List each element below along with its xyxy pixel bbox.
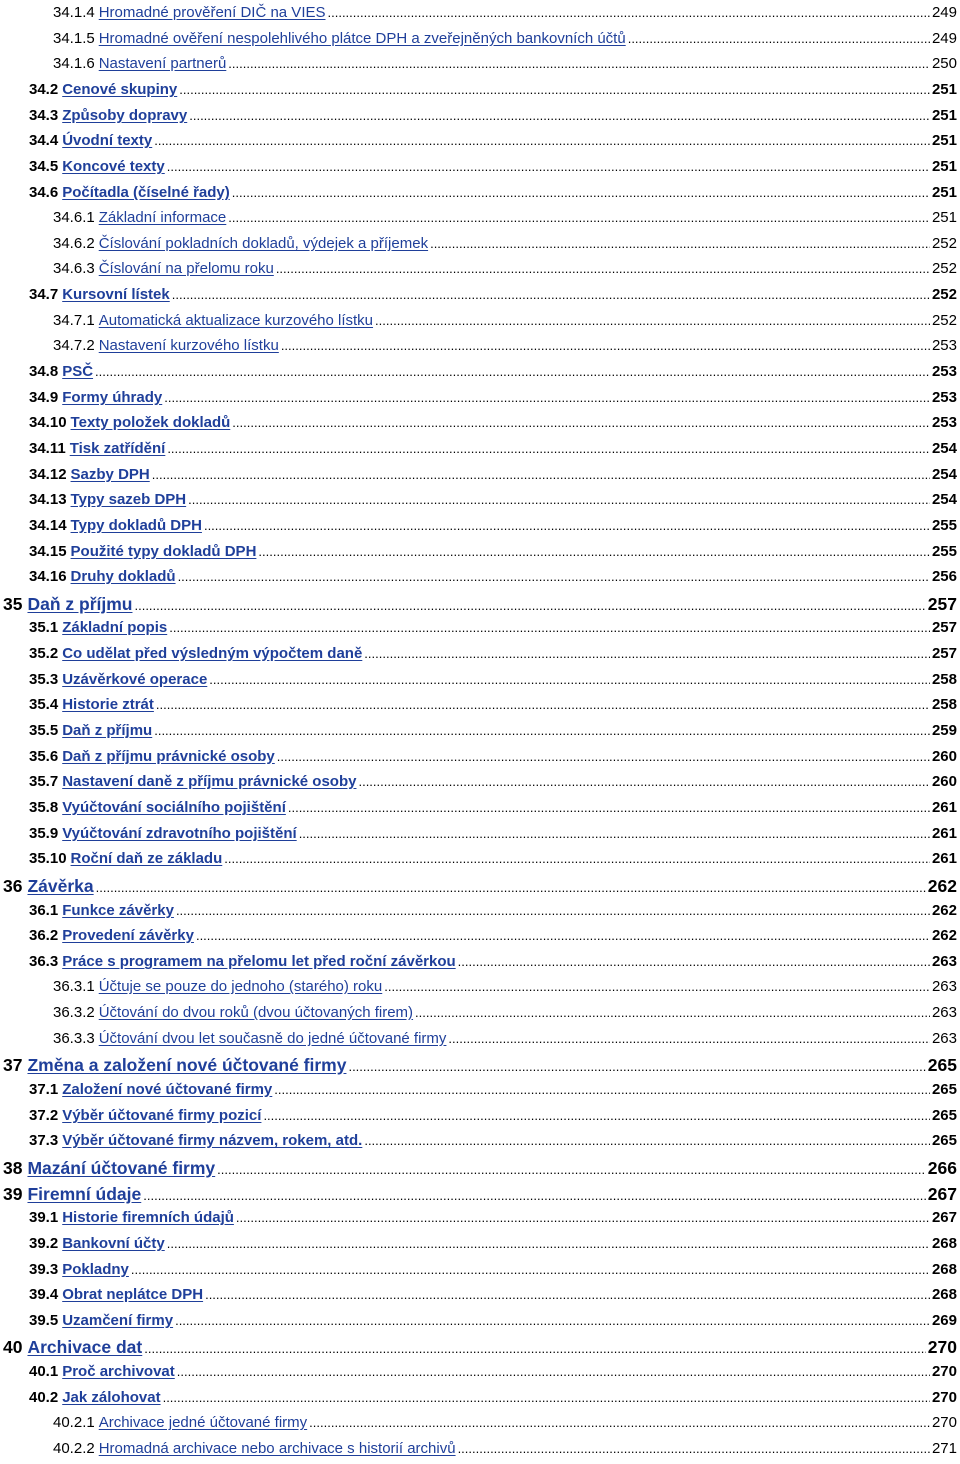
toc-entry-link[interactable]: Provedení závěrky xyxy=(62,927,194,944)
toc-dot-leader xyxy=(169,620,930,635)
toc-page-number: 257 xyxy=(927,594,957,614)
toc-entry-link[interactable]: Úvodní texty xyxy=(62,132,153,149)
toc-dot-leader xyxy=(628,31,930,46)
toc-page-number: 263 xyxy=(931,1030,957,1047)
toc-entry-number: 34.6.1 xyxy=(53,209,95,226)
toc-page-number: 260 xyxy=(931,748,957,765)
toc-entry-number: 34.1.4 xyxy=(53,4,95,21)
toc-entry-number: 34.12 xyxy=(29,466,67,483)
toc-page-number: 254 xyxy=(931,466,957,483)
toc-entry-link[interactable]: Texty položek dokladů xyxy=(70,414,231,431)
toc-page-number: 251 xyxy=(931,184,957,201)
toc-entry-number: 34.8 xyxy=(29,363,59,380)
toc-dot-leader xyxy=(448,1031,930,1046)
toc-entry-number: 34.2 xyxy=(29,81,59,98)
toc-entry-number: 34.9 xyxy=(29,389,59,406)
toc-dot-leader xyxy=(205,1287,930,1302)
toc-entry-number: 34.11 xyxy=(29,440,66,457)
toc-entry[interactable] xyxy=(3,1158,957,1179)
toc-page-number: 252 xyxy=(931,312,957,329)
toc-entry[interactable] xyxy=(29,1132,957,1149)
toc-page-number: 253 xyxy=(931,389,957,406)
toc-entry-number: 35.2 xyxy=(29,645,59,662)
toc-entry[interactable] xyxy=(53,4,957,21)
toc-entry-link[interactable]: Bankovní účty xyxy=(62,1235,165,1252)
toc-entry-link[interactable]: Historie ztrát xyxy=(62,696,154,713)
toc-entry[interactable] xyxy=(29,1363,957,1380)
toc-dot-leader xyxy=(172,287,930,302)
toc-page-number: 249 xyxy=(931,4,957,21)
toc-dot-leader xyxy=(276,261,930,276)
toc-entry[interactable] xyxy=(29,773,957,790)
toc-dot-leader xyxy=(178,569,930,584)
toc-entry[interactable] xyxy=(53,337,957,354)
toc-entry-link[interactable]: Roční daň ze základu xyxy=(70,850,223,867)
toc-page-number: 258 xyxy=(931,671,957,688)
toc-entry[interactable] xyxy=(29,825,957,842)
toc-page-number: 267 xyxy=(927,1184,957,1204)
toc-dot-leader xyxy=(364,646,930,661)
toc-entry[interactable] xyxy=(29,1107,957,1124)
toc-entry-link[interactable]: Automatická aktualizace kurzového lístku xyxy=(98,312,374,329)
toc-entry-number: 35.9 xyxy=(29,825,59,842)
toc-page-number: 263 xyxy=(931,1004,957,1021)
toc-page-number: 254 xyxy=(931,491,957,508)
toc-page-number: 258 xyxy=(931,696,957,713)
toc-entry-number: 40.2 xyxy=(29,1389,59,1406)
toc-entry[interactable] xyxy=(29,1235,957,1252)
toc-entry-number: 40.2.2 xyxy=(53,1440,95,1457)
toc-entry-link[interactable]: Mazání účtované firmy xyxy=(27,1158,216,1178)
toc-page-number: 267 xyxy=(931,1209,957,1226)
toc-entry-number: 34.1.5 xyxy=(53,30,95,47)
toc-dot-leader xyxy=(152,467,930,482)
toc-entry-link[interactable]: Typy dokladů DPH xyxy=(70,517,202,534)
toc-entry[interactable] xyxy=(29,158,957,175)
toc-entry-number: 37.2 xyxy=(29,1107,59,1124)
toc-dot-leader xyxy=(209,672,930,687)
toc-dot-leader xyxy=(167,159,930,174)
toc-page-number: 261 xyxy=(931,825,957,842)
toc-page-number: 263 xyxy=(931,953,957,970)
toc-dot-leader xyxy=(96,880,926,895)
toc-entry-number: 34.1.6 xyxy=(53,55,95,72)
toc-entry-number: 35.4 xyxy=(29,696,59,713)
toc-entry-number: 34.6 xyxy=(29,184,59,201)
toc-entry[interactable] xyxy=(53,30,957,47)
toc-entry-link[interactable]: Nastavení kurzového lístku xyxy=(98,337,279,354)
toc-entry-link[interactable]: Závěrka xyxy=(27,876,94,896)
toc-entry[interactable] xyxy=(29,902,957,919)
toc-entry[interactable] xyxy=(53,312,957,329)
toc-dot-leader xyxy=(131,1262,930,1277)
toc-entry-link[interactable]: Co udělat před výsledným výpočtem daně xyxy=(62,645,363,662)
toc-entry-number: 34.7.1 xyxy=(53,312,95,329)
toc-entry-number: 36 xyxy=(3,876,23,896)
toc-dot-leader xyxy=(277,749,930,764)
toc-entry-link[interactable]: Historie firemních údajů xyxy=(62,1209,234,1226)
toc-entry[interactable] xyxy=(29,1209,957,1226)
toc-dot-leader xyxy=(384,979,930,994)
toc-entry-number: 40 xyxy=(3,1337,23,1357)
toc-entry[interactable] xyxy=(53,1030,957,1047)
toc-entry-number: 39.3 xyxy=(29,1261,59,1278)
toc-page-number: 250 xyxy=(931,55,957,72)
toc-entry-link[interactable]: Vyúčtování zdravotního pojištění xyxy=(62,825,297,842)
toc-dot-leader xyxy=(177,1364,930,1379)
toc-entry-link[interactable]: Nastavení daně z příjmu právnické osoby xyxy=(62,773,357,790)
toc-dot-leader xyxy=(144,1341,926,1356)
toc-entry[interactable] xyxy=(29,1261,957,1278)
toc-page-number: 265 xyxy=(931,1107,957,1124)
toc-entry-link[interactable]: Hromadná archivace nebo archivace s historií archivů xyxy=(98,1440,456,1457)
toc-entry[interactable] xyxy=(29,927,957,944)
toc-entry-number: 34.13 xyxy=(29,491,67,508)
toc-entry-link[interactable]: Číslování pokladních dokladů, výdejek a příjemek xyxy=(98,235,429,252)
toc-entry[interactable] xyxy=(53,55,957,72)
toc-entry[interactable] xyxy=(29,184,957,201)
toc-page-number: 261 xyxy=(931,850,957,867)
toc-entry-link[interactable]: Typy sazeb DPH xyxy=(70,491,187,508)
toc-entry-link[interactable]: Uzamčení firmy xyxy=(62,1312,174,1329)
toc-entry[interactable] xyxy=(29,696,957,713)
toc-entry-number: 34.6.3 xyxy=(53,260,95,277)
toc-page-number: 262 xyxy=(931,927,957,944)
toc-page-number: 259 xyxy=(931,722,957,739)
toc-page-number: 251 xyxy=(931,107,957,124)
toc-entry-link[interactable]: Tisk zatřídění xyxy=(69,440,166,457)
toc-page-number: 255 xyxy=(931,543,957,560)
toc-dot-leader xyxy=(189,108,930,123)
toc-entry[interactable] xyxy=(53,209,957,226)
toc-page-number: 252 xyxy=(931,286,957,303)
toc-page-number: 263 xyxy=(931,978,957,995)
toc-entry-number: 36.1 xyxy=(29,902,59,919)
toc-page-number: 268 xyxy=(931,1235,957,1252)
toc-entry[interactable] xyxy=(29,414,957,431)
toc-dot-leader xyxy=(364,1133,930,1148)
toc-dot-leader xyxy=(163,1390,930,1405)
toc-entry-link[interactable]: Druhy dokladů xyxy=(70,568,176,585)
toc-entry[interactable] xyxy=(3,876,957,897)
toc-entry-link[interactable]: Hromadné ověření nespolehlivého plátce DPH a zveřejněných bankovních účtů xyxy=(98,30,626,47)
toc-entry[interactable] xyxy=(29,363,957,380)
toc-entry-number: 34.7 xyxy=(29,286,59,303)
toc-entry[interactable] xyxy=(29,1312,957,1329)
toc-entry-number: 34.6.2 xyxy=(53,235,95,252)
toc-entry-number: 36.3.2 xyxy=(53,1004,95,1021)
toc-dot-leader xyxy=(415,1005,930,1020)
toc-dot-leader xyxy=(258,544,930,559)
toc-dot-leader xyxy=(274,1082,930,1097)
toc-entry-number: 35.7 xyxy=(29,773,59,790)
toc-entry-link[interactable]: Počítadla (číselné řady) xyxy=(62,184,230,201)
toc-dot-leader xyxy=(358,774,930,789)
toc-entry[interactable] xyxy=(3,1055,957,1076)
toc-dot-leader xyxy=(167,441,930,456)
toc-entry-number: 36.3.1 xyxy=(53,978,95,995)
toc-entry[interactable] xyxy=(29,568,957,585)
toc-entry-link[interactable]: Koncové texty xyxy=(62,158,165,175)
toc-entry-number: 39 xyxy=(3,1184,23,1204)
toc-dot-leader xyxy=(232,185,930,200)
toc-dot-leader xyxy=(134,598,925,613)
toc-dot-leader xyxy=(328,5,930,20)
toc-entry[interactable] xyxy=(29,286,957,303)
toc-entry-link[interactable]: Hromadné prověření DIČ na VIES xyxy=(98,4,326,21)
toc-entry-link[interactable]: Daň z příjmu právnické osoby xyxy=(62,748,275,765)
toc-entry-number: 35.6 xyxy=(29,748,59,765)
toc-page-number: 270 xyxy=(927,1337,957,1357)
toc-dot-leader xyxy=(430,236,930,251)
toc-entry[interactable] xyxy=(29,491,957,508)
toc-entry-link[interactable]: Funkce závěrky xyxy=(62,902,174,919)
toc-entry-number: 37.3 xyxy=(29,1132,59,1149)
toc-entry-number: 34.7.2 xyxy=(53,337,95,354)
toc-entry-link[interactable]: Proč archivovat xyxy=(62,1363,175,1380)
toc-entry[interactable] xyxy=(29,132,957,149)
toc-entry[interactable] xyxy=(53,260,957,277)
toc-dot-leader xyxy=(154,723,930,738)
toc-page-number: 257 xyxy=(931,619,957,636)
toc-entry[interactable] xyxy=(29,799,957,816)
toc-page-number: 262 xyxy=(931,902,957,919)
toc-entry-link[interactable]: Základní informace xyxy=(98,209,227,226)
toc-entry-link[interactable]: Výběr účtované firmy názvem, rokem, atd. xyxy=(62,1132,363,1149)
toc-dot-leader xyxy=(236,1210,930,1225)
toc-dot-leader xyxy=(188,492,930,507)
toc-entry-link[interactable]: Účtování do dvou roků (dvou účtovaných firem) xyxy=(98,1004,414,1021)
toc-page-number: 265 xyxy=(931,1081,957,1098)
toc-dot-leader xyxy=(204,518,930,533)
toc-page-number: 251 xyxy=(931,81,957,98)
toc-entry[interactable] xyxy=(29,619,957,636)
toc-dot-leader xyxy=(281,338,930,353)
toc-dot-leader xyxy=(196,928,930,943)
toc-entry[interactable] xyxy=(3,1184,957,1205)
toc-entry-link[interactable]: Jak zálohovat xyxy=(62,1389,161,1406)
toc-entry-link[interactable]: Číslování na přelomu roku xyxy=(98,260,274,277)
toc-dot-leader xyxy=(217,1162,926,1177)
toc-page-number: 268 xyxy=(931,1261,957,1278)
toc-entry-number: 35.8 xyxy=(29,799,59,816)
toc-page-number: 270 xyxy=(931,1414,957,1431)
toc-dot-leader xyxy=(228,210,930,225)
toc-page-number: 253 xyxy=(931,363,957,380)
toc-entry-number: 38 xyxy=(3,1158,23,1178)
toc-entry-number: 37.1 xyxy=(29,1081,59,1098)
toc-entry-number: 35 xyxy=(3,594,23,614)
toc-entry-link[interactable]: Kursovní lístek xyxy=(62,286,170,303)
toc-page-number: 262 xyxy=(927,876,957,896)
toc-page-number: 257 xyxy=(931,645,957,662)
toc-page-number: 266 xyxy=(927,1158,957,1178)
toc-dot-leader xyxy=(458,1441,930,1456)
toc-entry[interactable] xyxy=(29,671,957,688)
toc-page-number: 254 xyxy=(931,440,957,457)
toc-page-number: 261 xyxy=(931,799,957,816)
toc-entry[interactable] xyxy=(29,748,957,765)
toc-entry-link[interactable]: Změna a založení nové účtované firmy xyxy=(27,1055,347,1075)
toc-page-number: 256 xyxy=(931,568,957,585)
toc-entry[interactable] xyxy=(29,389,957,406)
toc-dot-leader xyxy=(179,82,930,97)
toc-entry-number: 39.1 xyxy=(29,1209,59,1226)
toc-entry-number: 39.2 xyxy=(29,1235,59,1252)
toc-entry[interactable] xyxy=(3,1337,957,1358)
toc-page-number: 270 xyxy=(931,1389,957,1406)
toc-page-number: 252 xyxy=(931,235,957,252)
toc-entry-link[interactable]: Práce s programem na přelomu let před roční závěrkou xyxy=(62,953,456,970)
toc-dot-leader xyxy=(176,903,930,918)
toc-entry-link[interactable]: Sazby DPH xyxy=(70,466,150,483)
toc-entry-number: 34.4 xyxy=(29,132,59,149)
toc-page-number: 270 xyxy=(931,1363,957,1380)
toc-page-number: 252 xyxy=(931,260,957,277)
toc-entry[interactable] xyxy=(29,645,957,662)
toc-entry[interactable] xyxy=(53,1004,957,1021)
toc-dot-leader xyxy=(375,313,930,328)
toc-dot-leader xyxy=(175,1313,930,1328)
toc-entry-link[interactable]: Daň z příjmu xyxy=(27,594,133,614)
toc-page-number: 271 xyxy=(931,1440,957,1457)
toc-page-number: 260 xyxy=(931,773,957,790)
toc-entry[interactable] xyxy=(29,722,957,739)
toc-entry-link[interactable]: Cenové skupiny xyxy=(62,81,178,98)
toc-dot-leader xyxy=(458,954,930,969)
toc-entry-number: 39.4 xyxy=(29,1286,59,1303)
toc-entry-link[interactable]: Uzávěrkové operace xyxy=(62,671,208,688)
toc-dot-leader xyxy=(154,133,930,148)
toc-page-number: 253 xyxy=(931,337,957,354)
toc-entry-number: 34.15 xyxy=(29,543,67,560)
toc-entry-link[interactable]: PSČ xyxy=(62,363,94,380)
toc-entry-link[interactable]: Formy úhrady xyxy=(62,389,163,406)
toc-entry-number: 36.3 xyxy=(29,953,59,970)
toc-page-number: 265 xyxy=(931,1132,957,1149)
toc-entry-number: 35.1 xyxy=(29,619,59,636)
toc-entry-number: 36.2 xyxy=(29,927,59,944)
toc-entry-number: 34.10 xyxy=(29,414,67,431)
toc-entry[interactable] xyxy=(53,978,957,995)
toc-entry-link[interactable]: Základní popis xyxy=(62,619,168,636)
toc-dot-leader xyxy=(167,1236,930,1251)
toc-page-number: 269 xyxy=(931,1312,957,1329)
toc-entry-link[interactable]: Pokladny xyxy=(62,1261,129,1278)
toc-entry-number: 35.3 xyxy=(29,671,59,688)
toc-entry[interactable] xyxy=(29,543,957,560)
toc-page-number: 268 xyxy=(931,1286,957,1303)
toc-entry[interactable] xyxy=(29,81,957,98)
toc-entry[interactable] xyxy=(29,953,957,970)
toc-entry-link[interactable]: Použité typy dokladů DPH xyxy=(70,543,257,560)
toc-dot-leader xyxy=(232,415,930,430)
toc-page-number: 251 xyxy=(931,209,957,226)
toc-entry-number: 34.16 xyxy=(29,568,67,585)
toc-entry-link[interactable]: Založení nové účtované firmy xyxy=(62,1081,273,1098)
toc-entry-link[interactable]: Firemní údaje xyxy=(27,1184,142,1204)
toc-entry-link[interactable]: Daň z příjmu xyxy=(62,722,153,739)
toc-entry-link[interactable]: Archivace jedné účtované firmy xyxy=(98,1414,308,1431)
toc-entry-link[interactable]: Archivace dat xyxy=(27,1337,143,1357)
toc-entry[interactable] xyxy=(29,1081,957,1098)
toc-entry-link[interactable]: Účtování dvou let současně do jedné účtované firmy xyxy=(98,1030,447,1047)
toc-entry[interactable] xyxy=(29,1286,957,1303)
toc-dot-leader xyxy=(309,1415,930,1430)
toc-entry[interactable] xyxy=(53,1414,957,1431)
toc-entry-number: 34.14 xyxy=(29,517,67,534)
toc-entry[interactable] xyxy=(29,517,957,534)
toc-entry-link[interactable]: Způsoby dopravy xyxy=(62,107,188,124)
toc-entry-link[interactable]: Účtuje se pouze do jednoho (starého) roku xyxy=(98,978,383,995)
toc-entry-number: 34.3 xyxy=(29,107,59,124)
toc-entry-number: 35.10 xyxy=(29,850,67,867)
toc-dot-leader xyxy=(263,1108,930,1123)
toc-entry-number: 35.5 xyxy=(29,722,59,739)
toc-entry-link[interactable]: Vyúčtování sociálního pojištění xyxy=(62,799,286,816)
toc-entry-link[interactable]: Obrat neplátce DPH xyxy=(62,1286,204,1303)
toc-entry-number: 39.5 xyxy=(29,1312,59,1329)
toc-entry-link[interactable]: Nastavení partnerů xyxy=(98,55,227,72)
toc-entry[interactable] xyxy=(3,594,957,615)
toc-entry-link[interactable]: Výběr účtované firmy pozicí xyxy=(62,1107,262,1124)
toc-dot-leader xyxy=(299,826,930,841)
toc-dot-leader xyxy=(228,56,930,71)
toc-entry[interactable] xyxy=(29,466,957,483)
toc-dot-leader xyxy=(164,390,930,405)
toc-page-number: 255 xyxy=(931,517,957,534)
toc-dot-leader xyxy=(143,1188,926,1203)
toc-dot-leader xyxy=(95,364,930,379)
toc-dot-leader xyxy=(224,851,930,866)
toc-page-number: 251 xyxy=(931,158,957,175)
toc-dot-leader xyxy=(156,697,930,712)
toc-entry[interactable] xyxy=(53,235,957,252)
toc-entry[interactable] xyxy=(29,850,957,867)
toc-entry-number: 34.5 xyxy=(29,158,59,175)
toc-page-number: 253 xyxy=(931,414,957,431)
toc-entry-number: 40.2.1 xyxy=(53,1414,95,1431)
toc-entry[interactable] xyxy=(29,1389,957,1406)
toc-dot-leader xyxy=(288,800,930,815)
toc-entry-number: 36.3.3 xyxy=(53,1030,95,1047)
toc-entry-number: 40.1 xyxy=(29,1363,59,1380)
toc-entry[interactable] xyxy=(29,107,957,124)
toc-entry[interactable] xyxy=(29,440,957,457)
toc-page-number: 265 xyxy=(927,1055,957,1075)
toc-page-number: 251 xyxy=(931,132,957,149)
toc-page-number: 249 xyxy=(931,30,957,47)
toc-dot-leader xyxy=(348,1059,925,1074)
toc-entry[interactable] xyxy=(53,1440,957,1457)
toc-entry-number: 37 xyxy=(3,1055,23,1075)
